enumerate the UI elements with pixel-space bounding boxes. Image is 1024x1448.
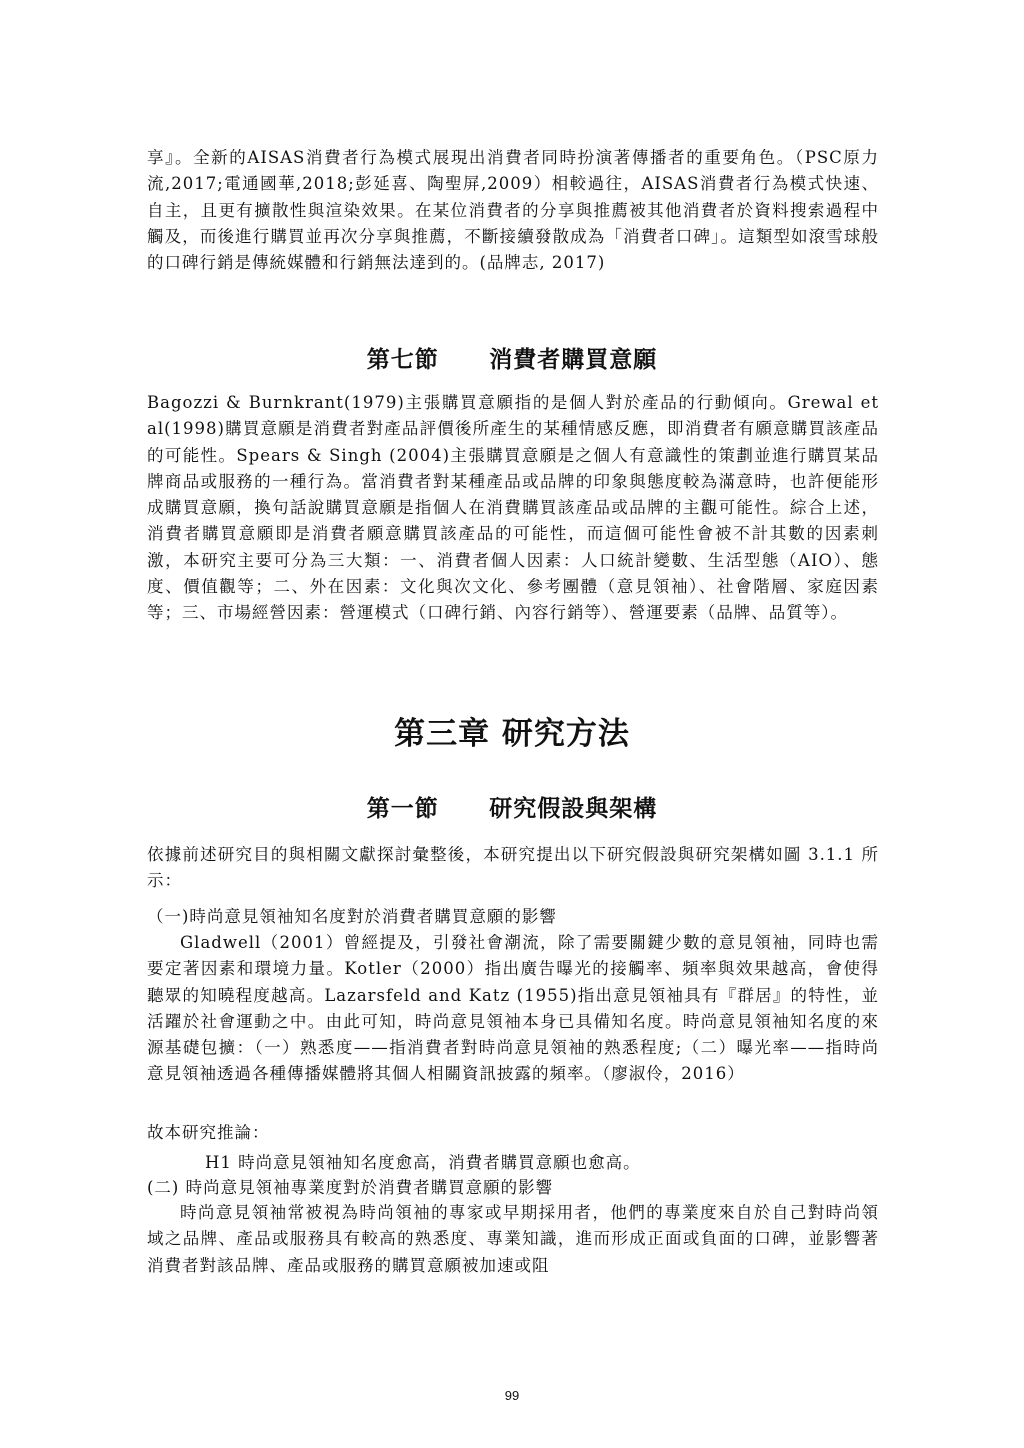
chapter-heading: 第三章 研究方法 xyxy=(394,716,630,752)
section-number: 第七節 xyxy=(366,347,439,373)
hypothesis-h1: H1 時尚意見領袖知名度愈高，消費者購買意願也愈高。 xyxy=(205,1153,641,1172)
inference-label: 故本研究推論： xyxy=(147,1123,270,1142)
section-heading-hypotheses xyxy=(0,790,1024,823)
paragraph-framework-intro: 依據前述研究目的與相關文獻探討彙整後，本研究提出以下研究假設與研究架構如圖 3.1.1 所示： xyxy=(147,845,879,891)
paragraph-aisas: 享』。全新的AISAS消費者行為模式展現出消費者同時扮演著傳播者的重要角色。（PSC原力流,2017;電通國華,2018;彭延喜、陶聖屏,2009）相較過往，AISAS消費者行為模式快速、自主，且更有擴散性與渲染效果。在某位消費者的分享與推薦被其他消費者於資料搜索過程中觸及，而後進行購買並再次分享與推薦，不斷接續發散成為「消費者口碑」。這類型如滾雪球般的口碑行銷是傳統媒體和行銷無法達到的。(品牌志, 2017) xyxy=(147,148,879,273)
paragraph-popularity: Gladwell（2001）曾經提及，引發社會潮流，除了需要關鍵少數的意見領袖，同時也需要定著因素和環境力量。Kotler（2000）指出廣告曝光的接觸率、頻率與效果越高，會使得聽眾的知曉程度越高。Lazarsfeld and Katz (1955)指出意見領袖具有『群居』的特性，並活躍於社會運動之中。由此可知，時尚意見領袖本身已具備知名度。時尚意見領袖知名度的來源基礎包擴：（一）熟悉度——指消費者對時尚意見領袖的熟悉程度;（二）曝光率——指時尚意見領袖透過各種傳播媒體將其個人相關資訊披露的頻率。（廖淑伶，2016） xyxy=(147,933,879,1084)
paragraph-expertise: 時尚意見領袖常被視為時尚領袖的專家或早期採用者，他們的專業度來自於自己對時尚領域之品牌、產品或服務具有較高的熟悉度、專業知識，進而形成正面或負面的口碑，並影響著消費者對該品牌、產品或服務的購買意願被加速或阻 xyxy=(147,1203,879,1275)
subheading-expertise: (二) 時尚意見領袖專業度對於消費者購買意願的影響 xyxy=(147,1178,554,1197)
subheading-popularity: （一)時尚意見領袖知名度對於消費者購買意願的影響 xyxy=(147,907,557,926)
section-heading-purchase-intention xyxy=(0,341,1024,374)
section-title: 消費者購買意願 xyxy=(489,347,658,373)
page-number: 99 xyxy=(504,1388,520,1403)
paragraph-purchase-intention: Bagozzi & Burnkrant(1979)主張購買意願指的是個人對於產品的行動傾向。Grewal et al(1998)購買意願是消費者對產品評價後所產生的某種情感反應，即消費者有願意購買該產品的可能性。Spears & Singh (2004)主張購買意願是之個人有意識性的策劃並進行購買某品牌商品或服務的一種行為。當消費者對某種產品或品牌的印象與態度較為滿意時，也許便能形成購買意願，換句話說購買意願是指個人在消費購買該產品或品牌的主觀可能性。綜合上述，消費者購買意願即是消費者願意購買該產品的可能性，而這個可能性會被不計其數的因素刺激，本研究主要可分為三大類：一、消費者個人因素：人口統計變數、生活型態（AIO）、態度、價值觀等；二、外在因素：文化與次文化、參考團體（意見領袖）、社會階層、家庭因素等；三、市場經營因素：營運模式（口碑行銷、內容行銷等）、營運要素（品牌、品質等）。 xyxy=(147,393,879,623)
section-title: 研究假設與架構 xyxy=(489,796,658,822)
section-number: 第一節 xyxy=(366,796,439,822)
